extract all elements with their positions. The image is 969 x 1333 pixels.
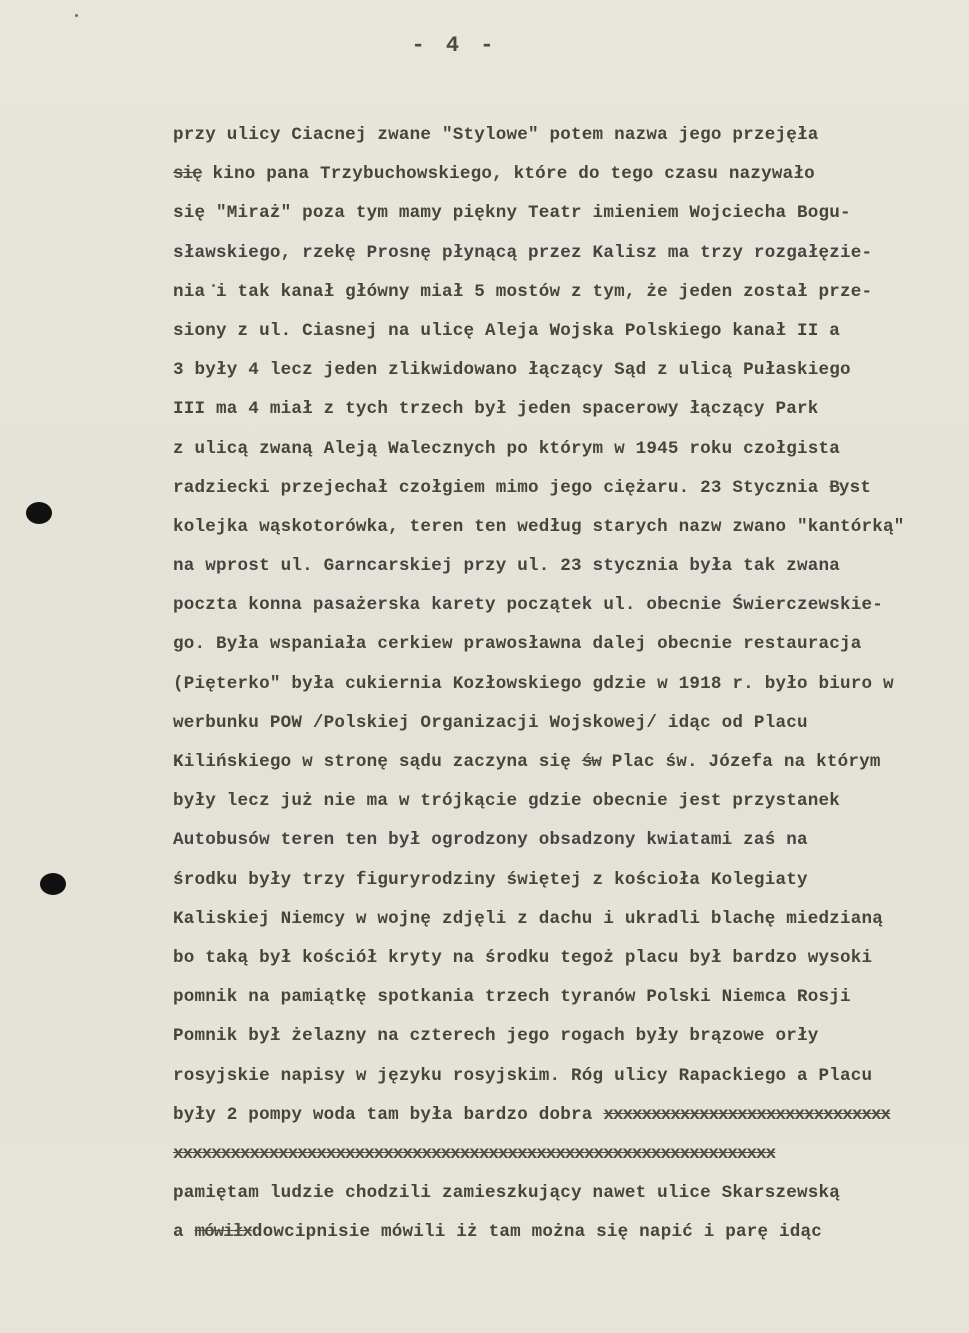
text-line: pomnik na pamiątkę spotkania trzech tyranów Polski Niemca Rosji [173, 987, 851, 1008]
text-line: 3 były 4 lecz jeden zlikwidowano łączący Sąd z ulicą Pułaskiego [173, 360, 851, 381]
punch-hole-top [26, 502, 52, 524]
struck-text: xxxxxxxxxxxxxxxxxxxxxxxxxxxxxx [603, 1104, 891, 1125]
text-line: rosyjskie napisy w języku rosyjskim. Róg ulicy Rapackiego a Placu [173, 1065, 873, 1086]
text-line: pamiętam ludzie chodzili zamieszkujący nawet ulice Skarszewską [173, 1183, 840, 1204]
text-line: z ulicą zwaną Aleją Walecznych po którym w 1945 roku czołgista [173, 438, 840, 459]
text-line: a mówiłxdowcipnisie mówili iż tam można się napić i parę idąc [173, 1222, 823, 1243]
struck-text: B [829, 477, 839, 498]
text-line: III ma 4 miał z tych trzech był jeden spacerowy łączący Park [173, 399, 819, 420]
text-line: (Pięterko" była cukiernia Kozłowskiego gdzie w 1918 r. było biuro w [173, 673, 894, 694]
page-number: - 4 - [411, 33, 498, 58]
text-line: środku były trzy figuryrodziny świętej z kościoła Kolegiaty [173, 869, 808, 890]
typewritten-body [173, 116, 969, 1252]
text-line [173, 1135, 969, 1174]
text-line: go. Była wspaniała cerkiew prawosławna dalej obecnie restauracja [173, 634, 862, 655]
text-line: nia i tak kanał główny miał 5 mostów z tym, że jeden został prze- [173, 281, 873, 302]
text-line: na wprost ul. Garncarskiej przy ul. 23 stycznia była tak zwana [173, 556, 840, 577]
text-line: poczta konna pasażerska karety początek ul. obecnie Świerczewskie- [173, 595, 884, 616]
text-line: Pomnik był żelazny na czterech jego rogach były brązowe orły [173, 1026, 819, 1047]
text-line: radziecki przejechał czołgiem mimo jego ciężaru. 23 Stycznia Byst [173, 477, 872, 498]
text-line: Kilińskiego w stronę sądu zaczyna się św Plac św. Józefa na którym [173, 752, 881, 772]
struck-text: św [581, 752, 601, 772]
struck-text: xxxxxxxxxxxxxxxxxxxxxxxxxxxxxxxxxxxxxxxxxxxxxxxxxxxxxxxxxxxxxxx [173, 1143, 776, 1164]
paper-speck [75, 14, 78, 17]
text-line: Kaliskiej Niemcy w wojnę zdjęli z dachu i ukradli blachę miedzianą [173, 908, 884, 929]
text-line: kolejka wąskotorówka, teren ten według starych nazw zwano "kantórką" [173, 516, 905, 537]
text-line: Autobusów teren ten był ogrodzony obsadzony kwiatami zaś na [173, 830, 808, 851]
struck-text: mówiłx [194, 1222, 252, 1243]
text-line: były 2 pompy woda tam była bardzo dobra xxxxxxxxxxxxxxxxxxxxxxxxxxxxxx [173, 1104, 891, 1125]
text-line: sławskiego, rzekę Prosnę płynącą przez Kalisz ma trzy rozgałęzie- [173, 242, 873, 263]
text-line: przy ulicy Ciacnej zwane "Stylowe" potem nazwa jego przejęła [173, 125, 819, 145]
text-line: bo taką był kościół kryty na środku tegoż placu był bardzo wysoki [173, 947, 873, 968]
punch-hole-bottom [40, 873, 66, 895]
text-line: były lecz już nie ma w trójkącie gdzie obecnie jest przystanek [173, 791, 840, 812]
text-line: siony z ul. Ciasnej na ulicę Aleja Wojska Polskiego kanał II a [173, 320, 840, 341]
struck-text: się [173, 164, 202, 185]
text-line: się kino pana Trzybuchowskiego, które do tego czasu nazywało [173, 164, 815, 185]
text-line: się "Miraż" poza tym mamy piękny Teatr imieniem Wojciecha Bogu- [173, 203, 851, 224]
text-line: werbunku POW /Polskiej Organizacji Wojskowej/ idąc od Placu [173, 712, 808, 733]
